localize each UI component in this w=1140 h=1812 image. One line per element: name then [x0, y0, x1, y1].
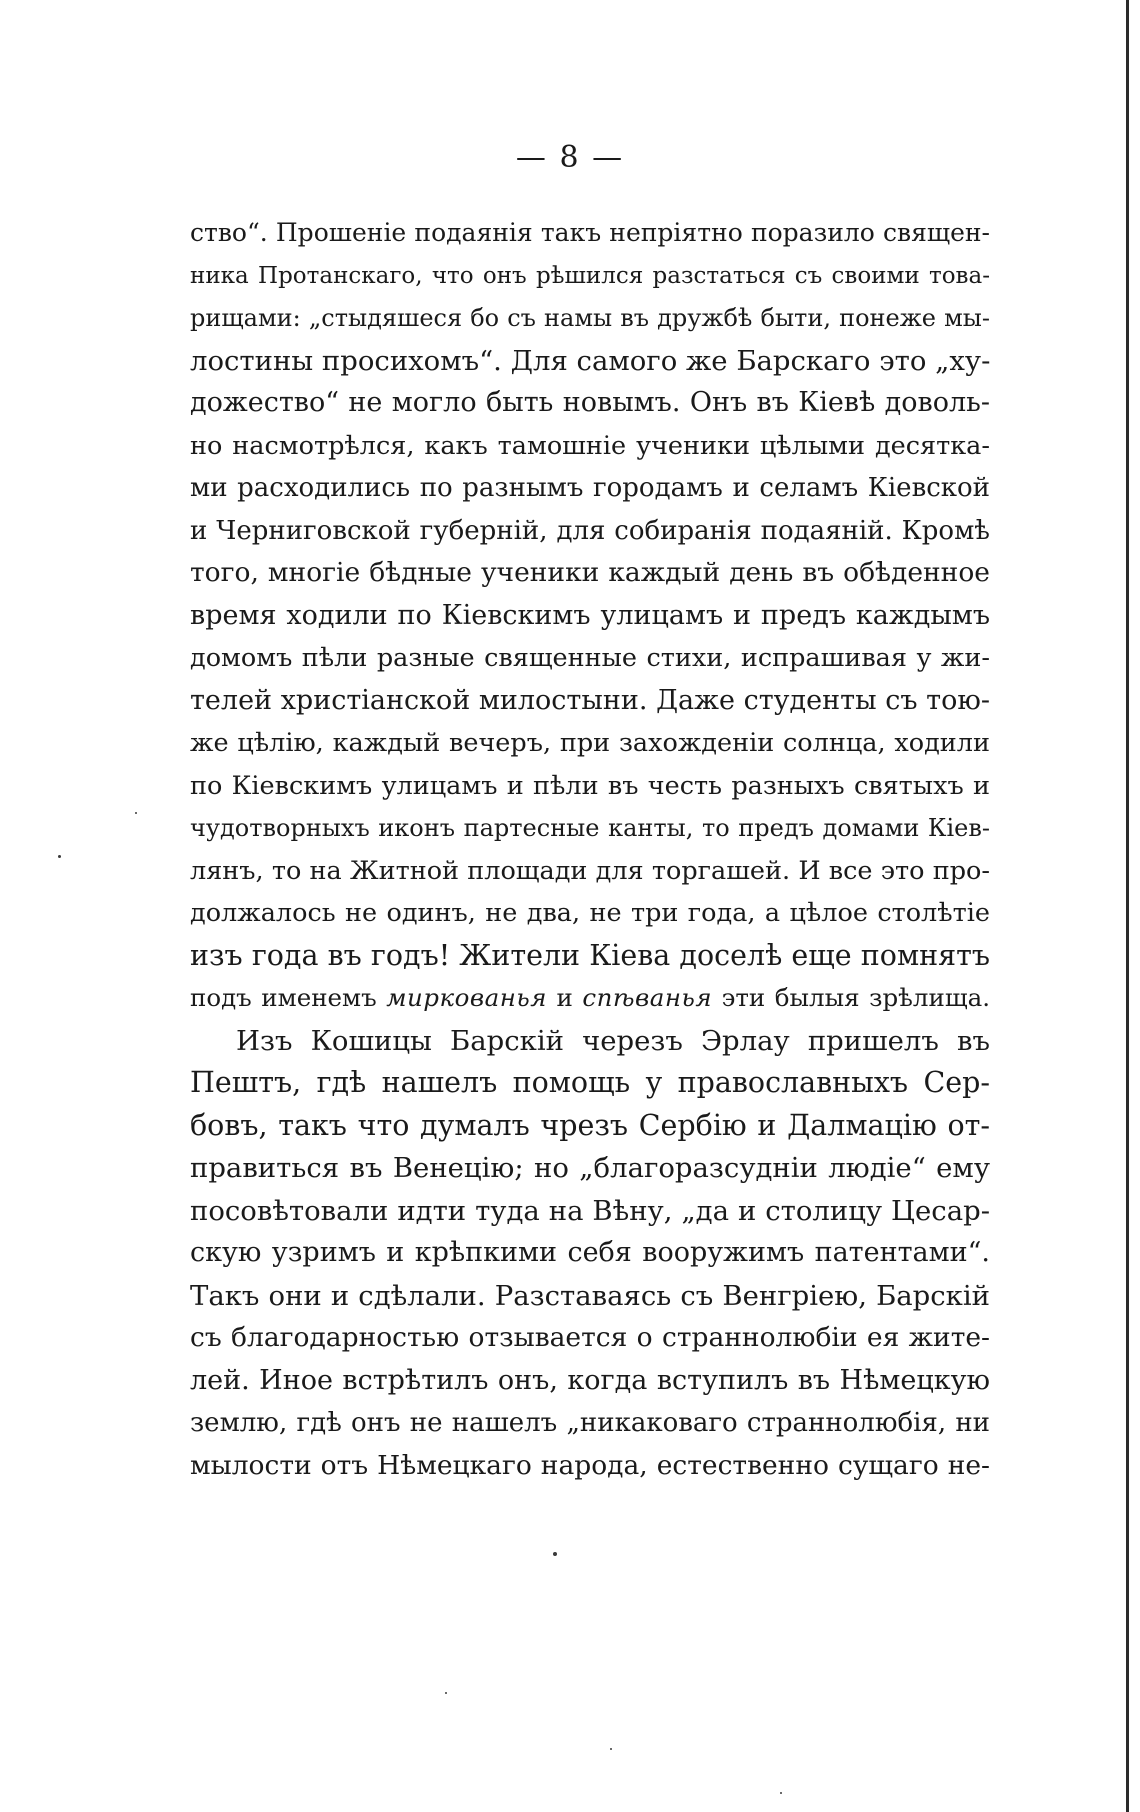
text-line-with-italics [190, 977, 990, 1020]
italic-term: спѣванья [582, 983, 713, 1012]
text-line: домомъ пѣли разные священные стихи, испрашивая у жи- [190, 643, 990, 673]
text-line: дожество“ не могло быть новымъ. Онъ въ Кіевѣ доволь- [190, 387, 990, 418]
text-line: скую узримъ и крѣпкими себя вооружимъ патентами“. [190, 1237, 990, 1268]
text-line: ми расходились по разнымъ городамъ и селамъ Кіевской [190, 473, 990, 503]
text-line: того, многіе бѣдные ученики каждый день въ обѣденное [190, 557, 990, 588]
text-span: эти былыя зрѣлища. [712, 983, 990, 1012]
text-line: же цѣлію, каждый вечеръ, при захожденіи солнца, ходили [190, 728, 990, 758]
text-line: Такъ они и сдѣлали. Разставаясь съ Венгріею, Барскій [190, 1279, 990, 1312]
text-line: съ благодарностью отзывается о страннолюбіи ея жите- [190, 1322, 990, 1353]
scan-speck [610, 1748, 612, 1750]
text-line: Пештъ, гдѣ нашелъ помощь у православныхъ Сер- [190, 1066, 990, 1099]
text-line: чудотворныхъ иконъ партесные канты, то предъ домами Кіев- [190, 814, 990, 842]
text-line: рищами: „стыдяшеся бо съ намы въ дружбѣ быти, понеже мы- [190, 304, 990, 332]
text-line: землю, гдѣ онъ не нашелъ „никаковаго страннолюбія, ни [190, 1408, 990, 1438]
scan-speck [58, 855, 61, 858]
text-line: но насмотрѣлся, какъ тамошніе ученики цѣлыми десятка- [190, 430, 990, 461]
text-line: изъ года въ годъ! Жители Кіева доселѣ еще помнятъ [190, 938, 990, 972]
text-span: подъ именемъ [190, 983, 387, 1012]
text-line: мылости отъ Нѣмецкаго народа, естественно сущаго не- [190, 1449, 990, 1481]
text-line: правиться въ Венецію; но „благоразсудніи людіе“ ему [190, 1152, 990, 1184]
text-line: по Кіевскимъ улицамъ и пѣли въ честь разныхъ святыхъ и [190, 770, 990, 801]
text-line: ника Протанскаго, что онъ рѣшился разстаться съ своими това- [190, 262, 990, 289]
text-line: лей. Иное встрѣтилъ онъ, когда вступилъ въ Нѣмецкую [190, 1364, 990, 1396]
text-line: посовѣтовали идти туда на Вѣну, „да и столицу Цесар- [190, 1194, 990, 1227]
text-line: лостины просихомъ“. Для самого же Барскаго это „ху- [190, 344, 991, 377]
body-text [190, 212, 990, 1487]
scan-speck [445, 1692, 447, 1694]
scan-speck [135, 812, 137, 814]
text-span: и [546, 983, 583, 1012]
text-line: телей христіанской милостыни. Даже студенты съ тою- [190, 684, 990, 716]
italic-term: миркованья [386, 983, 547, 1012]
text-line: бовъ, такъ что думалъ чрезъ Сербію и Далмацію от- [190, 1108, 990, 1142]
scan-speck [553, 1552, 557, 1556]
text-line: должалось не одинъ, не два, не три года, а цѣлое столѣтіе [190, 898, 990, 928]
text-line: ство“. Прошеніе подаянія такъ непріятно поразило священ- [190, 218, 990, 247]
scan-speck [780, 1792, 782, 1794]
text-line: лянъ, то на Житной площади для торгашей. И все это про- [190, 855, 990, 886]
page-number: — 8 — [515, 140, 625, 175]
text-line-indented: Изъ Кошицы Барскій черезъ Эрлау пришелъ въ [236, 1024, 990, 1057]
text-line: и Черниговской губерній, для собиранія подаяній. Кромѣ [190, 515, 990, 546]
page-edge-rule [1126, 0, 1129, 1812]
text-line: время ходили по Кіевскимъ улицамъ и предъ каждымъ [190, 599, 990, 631]
